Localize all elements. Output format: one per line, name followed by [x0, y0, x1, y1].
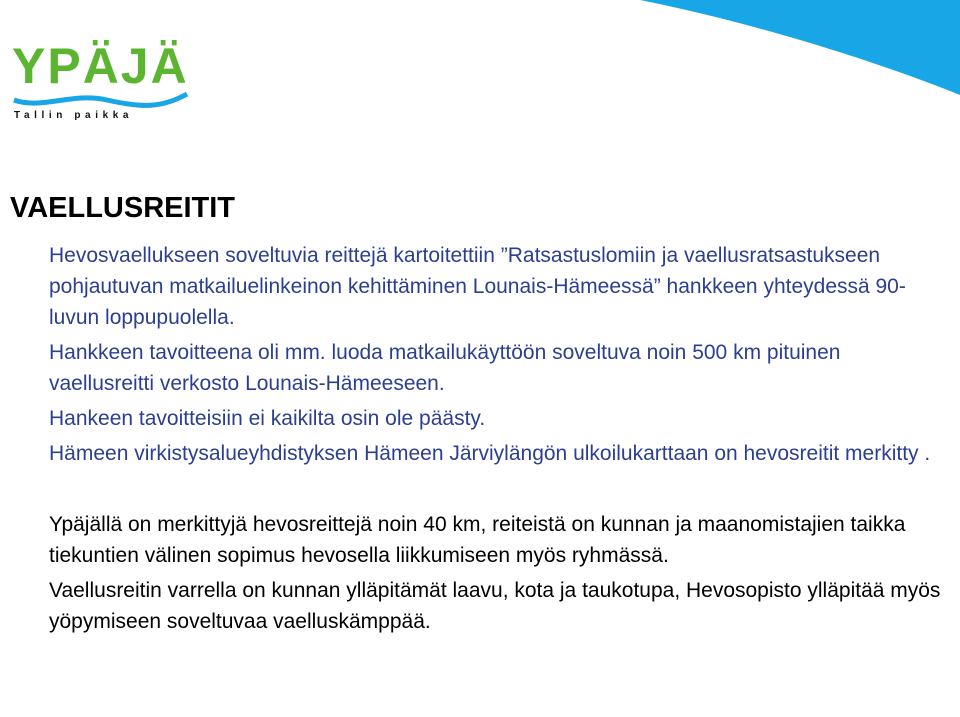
paragraph-route-facilities: Vaellusreitin varrella on kunnan ylläpitämät laavu, kota ja taukotupa, Hevosopisto ylläpitää myös yöpymiseen soveltuvaa vaelluskämppää. — [49, 579, 941, 633]
paragraph-spacer — [49, 473, 949, 509]
logo-tagline: Tallin paikka — [14, 110, 134, 121]
paragraph-ypaja-routes: Ypäjällä on merkittyjä hevosreittejä noin 40 km, reiteistä on kunnan ja maanomistajien taikka tiekuntien välinen sopimus hevosella liikkumiseen myös ryhmässä. — [49, 513, 906, 567]
logo-wordmark: YPÄJÄ — [12, 38, 189, 94]
page-title: VAELLUSREITIT — [10, 192, 236, 224]
paragraph-project-goal: Hankkeen tavoitteena oli mm. luoda matkailukäyttöön soveltuva noin 500 km pituinen vaellusreitti verkosto Lounais-Hämeeseen. — [49, 341, 841, 395]
paragraph-outdoor-map: Hämeen virkistysalueyhdistyksen Hämeen Järviylängön ulkoilukarttaan on hevosreitit merkitty . — [49, 442, 931, 465]
logo-wave-icon — [12, 90, 192, 110]
ypaja-logo — [12, 38, 192, 130]
paragraph-project-intro: Hevosvaellukseen soveltuvia reittejä kartoitettiin ”Ratsastuslomiin ja vaellusratsastukseen pohjautuvan matkailuelinkeinon kehittäminen Lounais-Hämeessä” hankkeen yhteydessä 90-luvun loppupuolella. — [49, 244, 906, 329]
paragraph-goal-status: Hankeen tavoitteisiin ei kaikilta osin ole päästy. — [49, 407, 486, 430]
content-body — [49, 240, 949, 641]
